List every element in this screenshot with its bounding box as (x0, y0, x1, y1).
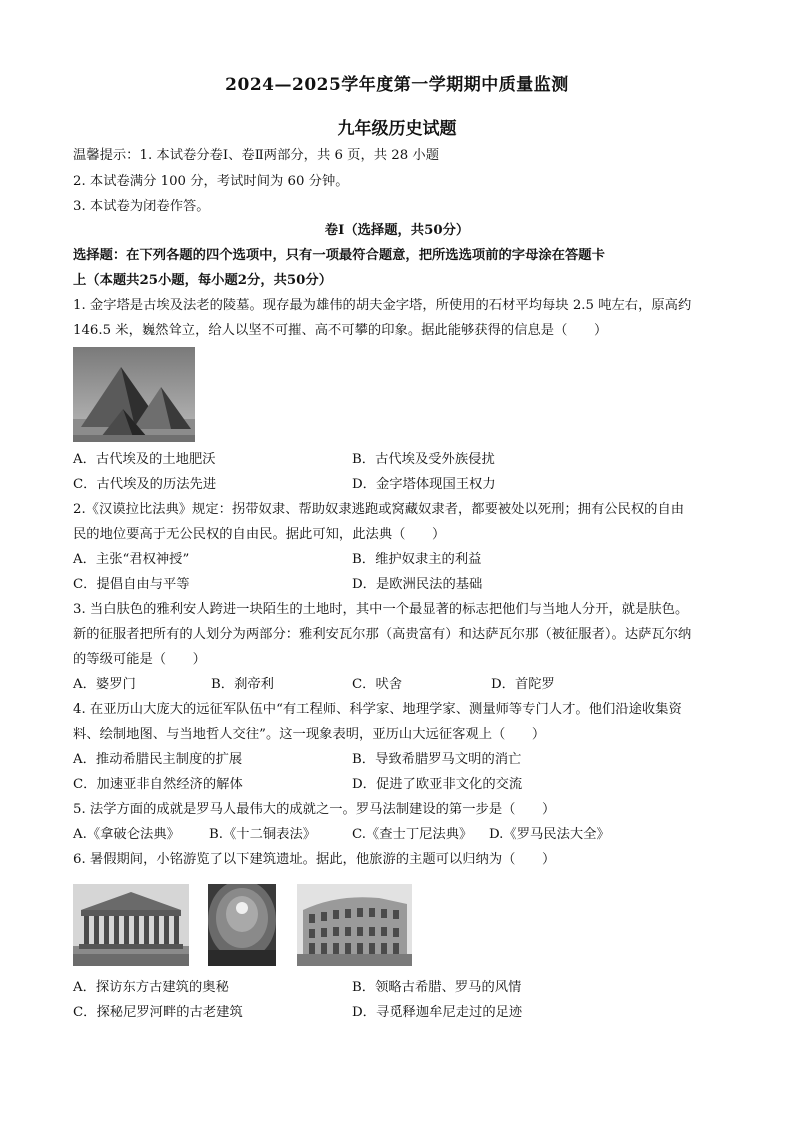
section-instruction-line-2: 上（本题共25小题，每小题2分，共50分） (73, 273, 333, 288)
section-instruction-line-1: 选择题：在下列各题的四个选项中，只有一项最符合题意，把所选选项前的字母涂在答题卡 (73, 248, 605, 263)
question-6-option-a: A．探访东方古建筑的奥秘 (73, 980, 229, 995)
question-5-option-b: B.《十二铜表法》 (209, 827, 317, 842)
question-1-option-c: C．古代埃及的历法先进 (73, 477, 217, 492)
question-2-line-2: 民的地位要高于无公民权的自由民。据此可知，此法典（ ） (73, 527, 446, 542)
question-3-line-1: 3. 当白肤色的雅利安人跨进一块陌生的土地时，其中一个最显著的标志把他们与当地人分开，就是肤色。 (73, 602, 689, 617)
question-1-option-d: D．金字塔体现国王权力 (352, 477, 496, 492)
question-5-option-c: C.《查士丁尼法典》 (352, 827, 473, 842)
question-4-option-b: B．导致希腊罗马文明的消亡 (352, 752, 522, 767)
question-2-option-d: D．是欧洲民法的基础 (352, 577, 483, 592)
question-3-option-c: C．吠舍 (352, 677, 403, 692)
question-6-line-1: 6. 暑假期间，小铭游览了以下建筑遗址。据此，他旅游的主题可以归纳为（ ） (73, 852, 556, 867)
question-1-option-a: A．古代埃及的土地肥沃 (73, 452, 216, 467)
question-5-line-1: 5. 法学方面的成就是罗马人最伟大的成就之一。罗马法制建设的第一步是（ ） (73, 802, 556, 817)
notice-line-3: 3. 本试卷为闭卷作答。 (73, 199, 210, 214)
question-1-option-b: B．古代埃及受外族侵扰 (352, 452, 495, 467)
question-1-line-1: 1. 金字塔是古埃及法老的陵墓。现存最为雄伟的胡夫金字塔，所使用的石材平均每块 2.5 吨左右，原高约 (73, 298, 692, 313)
question-2-option-b: B．维护奴隶主的利益 (352, 552, 482, 567)
section-title: 卷Ⅰ（选择题，共50分） (324, 223, 470, 238)
colosseum-photo (297, 884, 412, 966)
question-3-option-d: D．首陀罗 (491, 677, 555, 692)
notice-line-2: 2. 本试卷满分 100 分，考试时间为 60 分钟。 (73, 174, 349, 189)
question-4-option-d: D．促进了欧亚非文化的交流 (352, 777, 523, 792)
question-2-line-1: 2.《汉谟拉比法典》规定：拐带奴隶、帮助奴隶逃跑或窝藏奴隶者，都要被处以死刑；拥有公民权的自由 (73, 502, 685, 517)
question-3-option-a: A．婆罗门 (73, 677, 136, 692)
question-4-line-2: 料、绘制地图、与当地哲人交往”。这一现象表明，亚历山大远征客观上（ ） (73, 727, 546, 742)
pantheon-dome-photo (208, 884, 276, 966)
parthenon-photo (73, 884, 189, 966)
exam-subtitle: 九年级历史试题 (337, 119, 457, 139)
question-1-line-2: 146.5 米，巍然耸立，给人以坚不可摧、高不可攀的印象。据此能够获得的信息是（ ） (73, 323, 608, 338)
question-5-option-a: A.《拿破仑法典》 (73, 827, 180, 842)
question-4-option-a: A．推动希腊民主制度的扩展 (73, 752, 243, 767)
question-3-line-2: 新的征服者把所有的人划分为两部分：雅利安瓦尔那（高贵富有）和达萨瓦尔那（被征服者）。达萨瓦尔纳 (73, 627, 692, 642)
question-4-line-1: 4. 在亚历山大庞大的远征军队伍中“有工程师、科学家、地理学家、测量师等专门人才。他们沿途收集资 (73, 702, 682, 717)
question-2-option-c: C．提倡自由与平等 (73, 577, 190, 592)
exam-title: 2024—2025学年度第一学期期中质量监测 (225, 75, 569, 95)
question-4-option-c: C．加速亚非自然经济的解体 (73, 777, 243, 792)
question-2-option-a: A．主张“君权神授” (73, 552, 190, 567)
question-6-option-c: C．探秘尼罗河畔的古老建筑 (73, 1005, 243, 1020)
pyramids-photo (73, 347, 195, 442)
question-6-option-b: B．领略古希腊、罗马的风情 (352, 980, 522, 995)
question-3-option-b: B．刹帝利 (211, 677, 274, 692)
question-6-option-d: D．寻觅释迦牟尼走过的足迹 (352, 1005, 523, 1020)
question-3-line-3: 的等级可能是（ ） (73, 652, 206, 667)
question-5-option-d: D.《罗马民法大全》 (489, 827, 610, 842)
notice-line-1: 温馨提示：1. 本试卷分卷Ⅰ、卷Ⅱ两部分，共 6 页，共 28 小题 (73, 148, 440, 163)
